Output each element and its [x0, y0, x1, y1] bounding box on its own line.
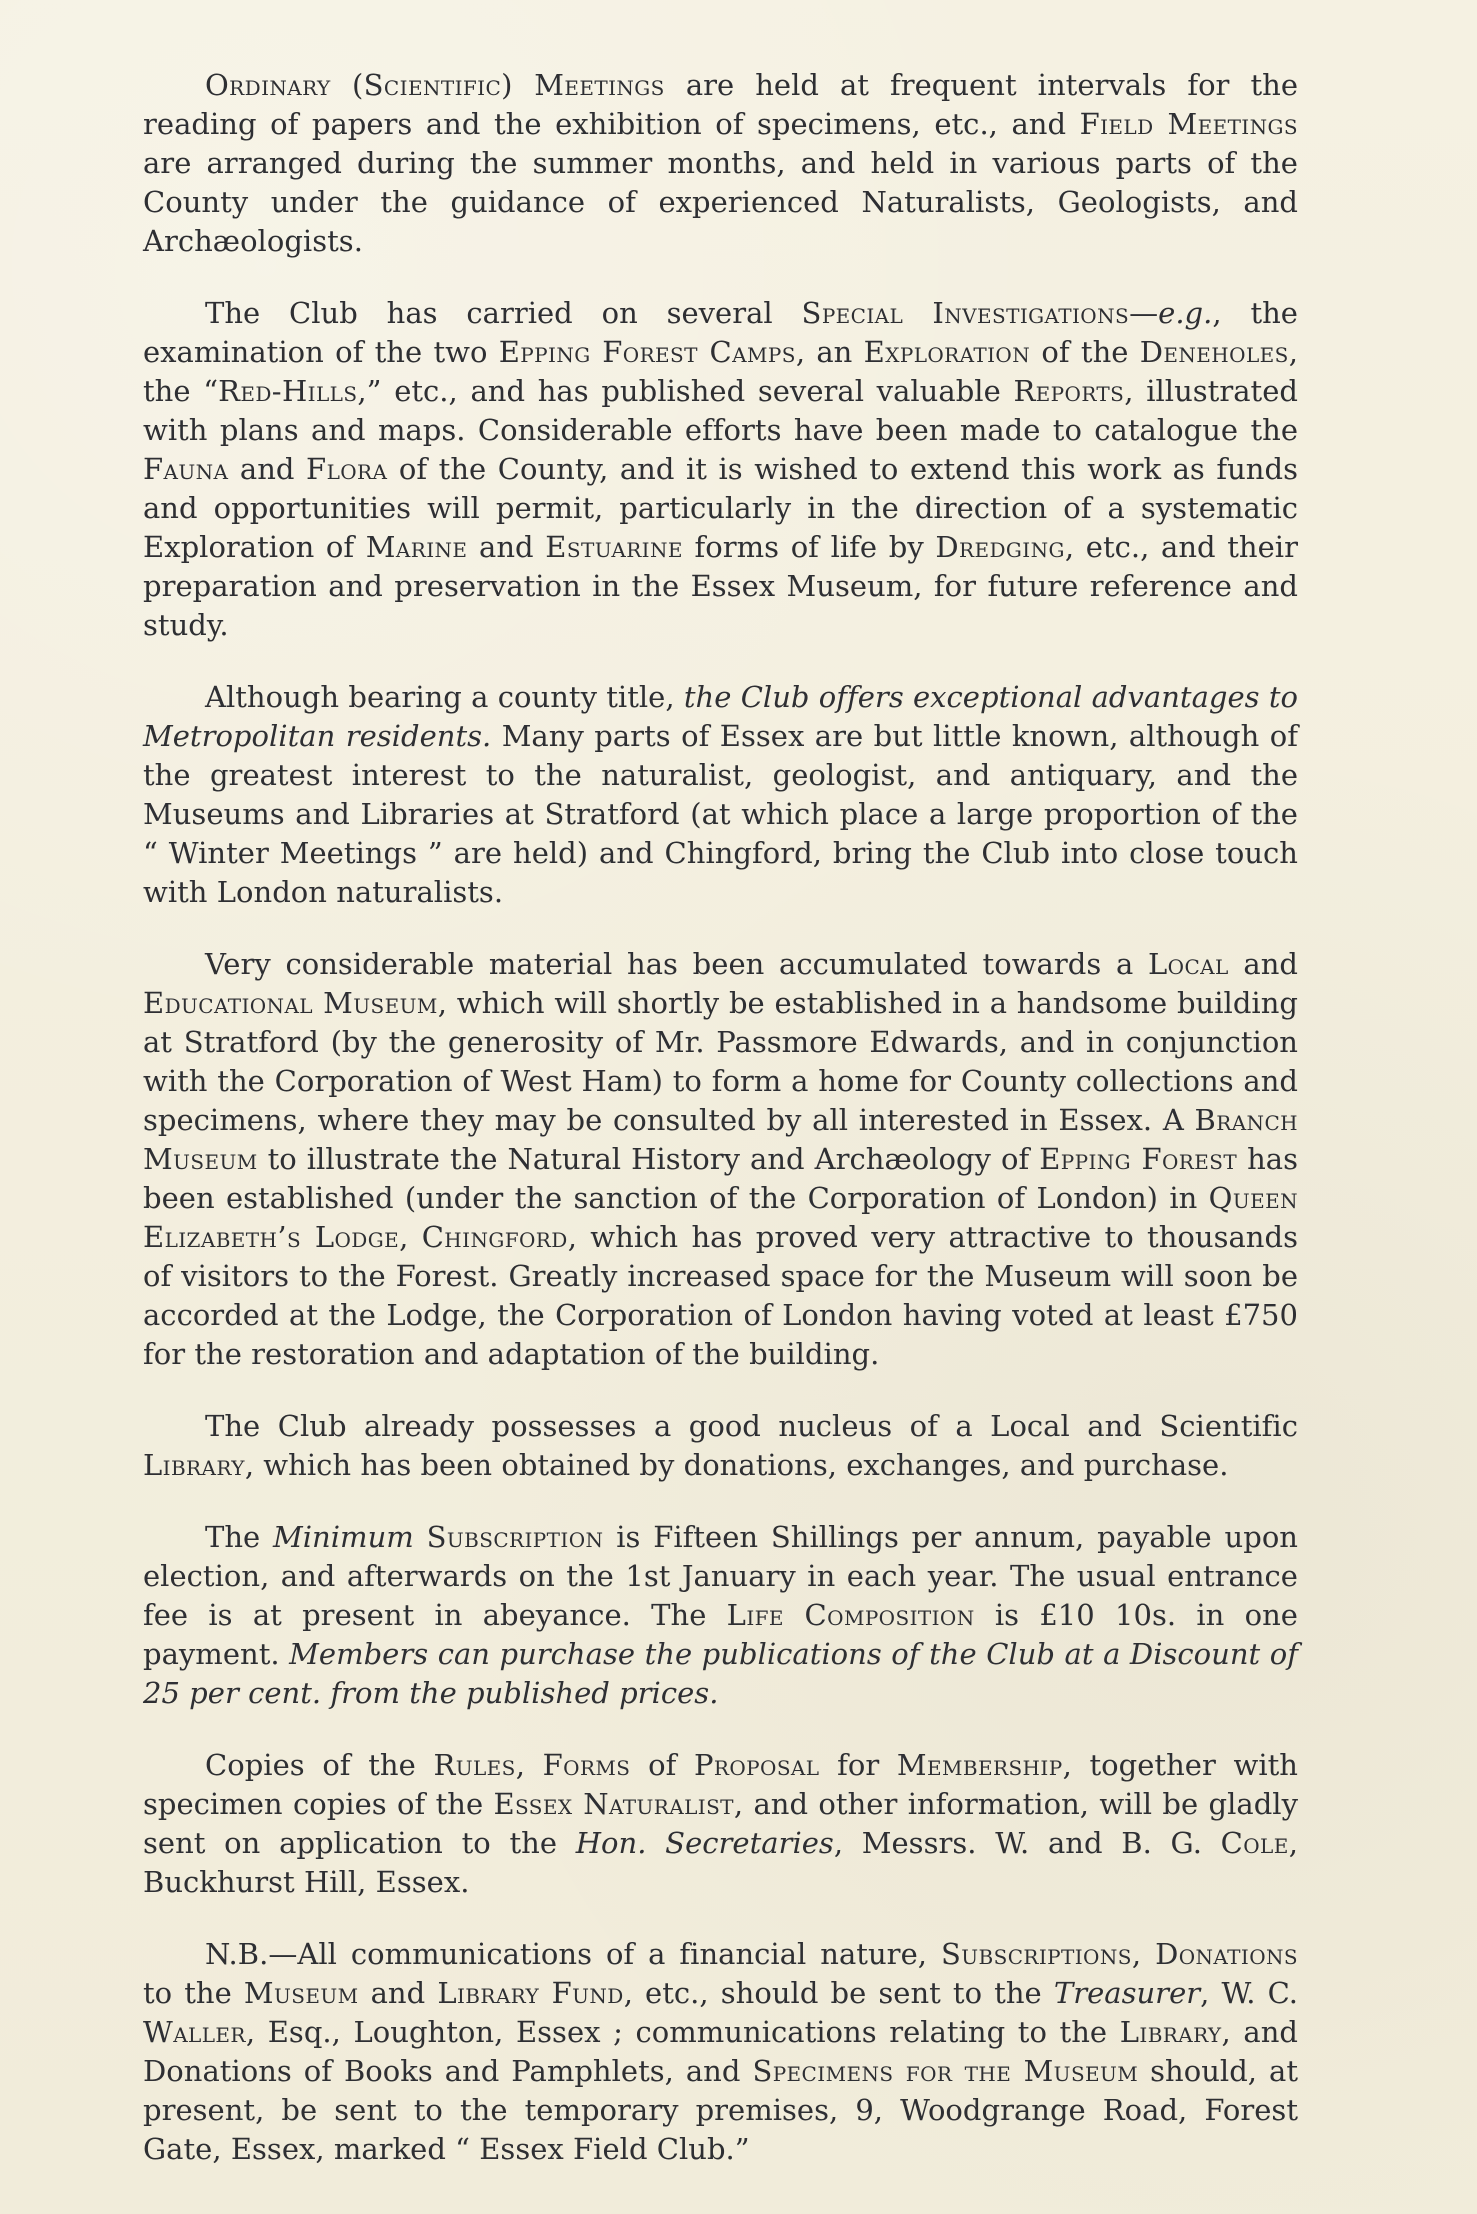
- text-run: Life Composition: [726, 1598, 975, 1632]
- text-run: Local: [1147, 947, 1229, 981]
- paragraph: [143, 1407, 1298, 1485]
- text-run: , which will shortly be established in a handsome building at Stratford (by the generosity of Mr. Passmore Edwards, and in conjunction with the Corporation of West Ham) to form a home for County collections and specimens, where they may be consulted by all interested in Essex. A: [143, 986, 1298, 1137]
- text-run: [414, 1520, 427, 1554]
- text-run: Epping Forest: [1039, 1142, 1238, 1176]
- text-run: Although bearing a county title,: [205, 680, 684, 714]
- text-run: Educational Museum: [143, 986, 438, 1020]
- text-run: of the: [1030, 335, 1140, 369]
- text-run: and: [228, 452, 307, 486]
- text-run: and: [358, 1976, 438, 2010]
- paragraph: [143, 1518, 1298, 1713]
- paragraph: [143, 1746, 1298, 1902]
- text-run: Forms: [542, 1748, 631, 1782]
- text-run: Deneholes: [1139, 335, 1289, 369]
- text-run: Hon. Secretaries: [575, 1826, 834, 1860]
- paragraph: [143, 678, 1298, 912]
- text-run: Library: [1119, 2015, 1222, 2049]
- text-run: , which has proved very attractive to thousands of visitors to the Forest. Greatly increased space for the Museum will soon be accorded at the Lodge, the Corporation of London having voted at least £750 for the restoration and adaptation of the building.: [143, 1220, 1298, 1371]
- text-run: The Club already possesses a good nucleus of a Local and Scientific: [205, 1409, 1298, 1443]
- text-run: ,: [399, 1220, 422, 1254]
- text-run: is Fifteen Shillings per annum, payable upon election, and afterwards on the 1st January in each year. The usual entrance fee is at present in abeyance. The: [143, 1520, 1298, 1632]
- text-run: Epping Forest Camps: [498, 335, 796, 369]
- text-run: Copies of the: [205, 1748, 434, 1782]
- text-run: Members can purchase the publications of the Club at a Discount of 25 per cent. from the published prices.: [143, 1637, 1298, 1710]
- text-run: ,: [515, 1748, 543, 1782]
- paragraph: [143, 294, 1298, 645]
- text-run: , Messrs. W. and B. G.: [833, 1826, 1221, 1860]
- text-run: Special Investigations: [801, 296, 1130, 330]
- text-run: , and Donations of Books and Pamphlets, and: [143, 2015, 1298, 2088]
- text-run: Branch Museum: [143, 1103, 1298, 1176]
- text-run: Queen Elizabeth’s Lodge: [143, 1181, 1298, 1254]
- text-run: , Buckhurst Hill, Essex.: [143, 1826, 1298, 1899]
- text-run: , which has been obtained by donations, exchanges, and purchase.: [244, 1448, 1229, 1482]
- text-run: Marine: [365, 530, 468, 564]
- text-run: are arranged during the summer months, and held in various parts of the County under the guidance of experienced Naturalists, Geologists, and Archæologists.: [143, 146, 1298, 258]
- paragraph: [143, 945, 1298, 1374]
- text-run: Field Meetings: [1079, 107, 1298, 141]
- text-run: Essex Naturalist: [493, 1787, 734, 1821]
- text-run: forms of life by: [682, 530, 936, 564]
- text-run: Exploration: [863, 335, 1031, 369]
- text-run: —: [1129, 296, 1159, 330]
- text-run: , Esq., Loughton, Essex ; communications relating to the: [245, 2015, 1120, 2049]
- text-run: Minimum: [273, 1520, 414, 1554]
- text-run: is £10 10s. in one payment.: [143, 1598, 1298, 1671]
- text-run: Museum: [243, 1976, 359, 2010]
- text-run: Dredging: [935, 530, 1065, 564]
- text-run: to the: [143, 1976, 244, 2010]
- text-run: and: [1228, 947, 1298, 981]
- text-run: , W. C.: [1200, 1976, 1298, 2010]
- text-run: has been established (under the sanction of the Corporation of London) in: [143, 1142, 1298, 1215]
- text-run: Cole: [1220, 1826, 1289, 1860]
- text-run: Many parts of Essex are but little known, although of the greatest interest to the naturalist, geologist, and antiquary, and the Museums and Libraries at Stratford (at which place a large proportion of the “ Winter Meetings ” are held) and Chingford, bring the Club into close touch with London naturalists.: [143, 719, 1298, 909]
- text-run: N.B.—All communications of a financial nature,: [205, 1937, 941, 1971]
- text-run: for: [819, 1748, 897, 1782]
- text-run: are held at frequent intervals for the reading of papers and the exhibition of specimens, etc., and: [143, 68, 1298, 141]
- text-run: , together with specimen copies of the: [143, 1748, 1299, 1821]
- text-run: Reports: [1013, 374, 1125, 408]
- text-run: of: [630, 1748, 694, 1782]
- text-run: Waller: [143, 2015, 246, 2049]
- text-run: should, at present, be sent to the temporary premises, 9, Woodgrange Road, Forest Gate, Essex, marked “ Essex Field Club.”: [143, 2054, 1298, 2166]
- paragraph: [143, 1935, 1298, 2169]
- text-run: Treasurer: [1053, 1976, 1201, 2010]
- text-run: Library: [143, 1448, 245, 1482]
- text-run: , illustrated with plans and maps. Considerable efforts have been made to catalogue the: [143, 374, 1298, 447]
- text-run: Subscription: [426, 1520, 604, 1554]
- text-run: The Club has carried on several: [205, 296, 802, 330]
- text-run: ,: [1131, 1937, 1156, 1971]
- text-run: Red-Hills: [218, 374, 358, 408]
- text-run: The: [205, 1520, 274, 1554]
- text-run: Membership: [896, 1748, 1063, 1782]
- text-run: , and other information, will be gladly sent on application to the: [143, 1787, 1298, 1860]
- text-run: , etc., and their preparation and preservation in the Essex Museum, for future reference and study.: [143, 530, 1298, 642]
- page-body: [143, 66, 1298, 2169]
- text-run: , the examination of the two: [143, 296, 1298, 369]
- text-run: Ordinary (Scientific) Meetings: [205, 68, 665, 102]
- text-run: Flora: [306, 452, 388, 486]
- text-run: Estuarine: [545, 530, 683, 564]
- text-run: , the “: [143, 335, 1298, 408]
- paragraph: [143, 66, 1298, 261]
- text-run: Fauna: [143, 452, 229, 486]
- text-run: Library Fund: [437, 1976, 624, 2010]
- text-run: , etc., should be sent to the: [623, 1976, 1054, 2010]
- text-run: Proposal: [694, 1748, 820, 1782]
- text-run: e.g.: [1158, 296, 1213, 330]
- text-run: ,” etc., and has published several valuable: [357, 374, 1014, 408]
- text-run: of the County, and it is wished to extend this work as funds and opportunities will permit, particularly in the direction of a systematic Exploration of: [143, 452, 1298, 564]
- text-run: Specimens for the Museum: [752, 2054, 1139, 2088]
- text-run: Subscriptions: [940, 1937, 1132, 1971]
- text-run: to illustrate the Natural History and Archæology of: [257, 1142, 1040, 1176]
- text-run: the Club offers exceptional advantages to Metropolitan residents.: [143, 680, 1298, 753]
- text-run: Chingford: [421, 1220, 568, 1254]
- text-run: Very considerable material has been accumulated towards a: [205, 947, 1148, 981]
- text-run: Rules: [433, 1748, 516, 1782]
- text-run: and: [467, 530, 546, 564]
- text-run: , an: [795, 335, 864, 369]
- text-run: Donations: [1155, 1937, 1299, 1971]
